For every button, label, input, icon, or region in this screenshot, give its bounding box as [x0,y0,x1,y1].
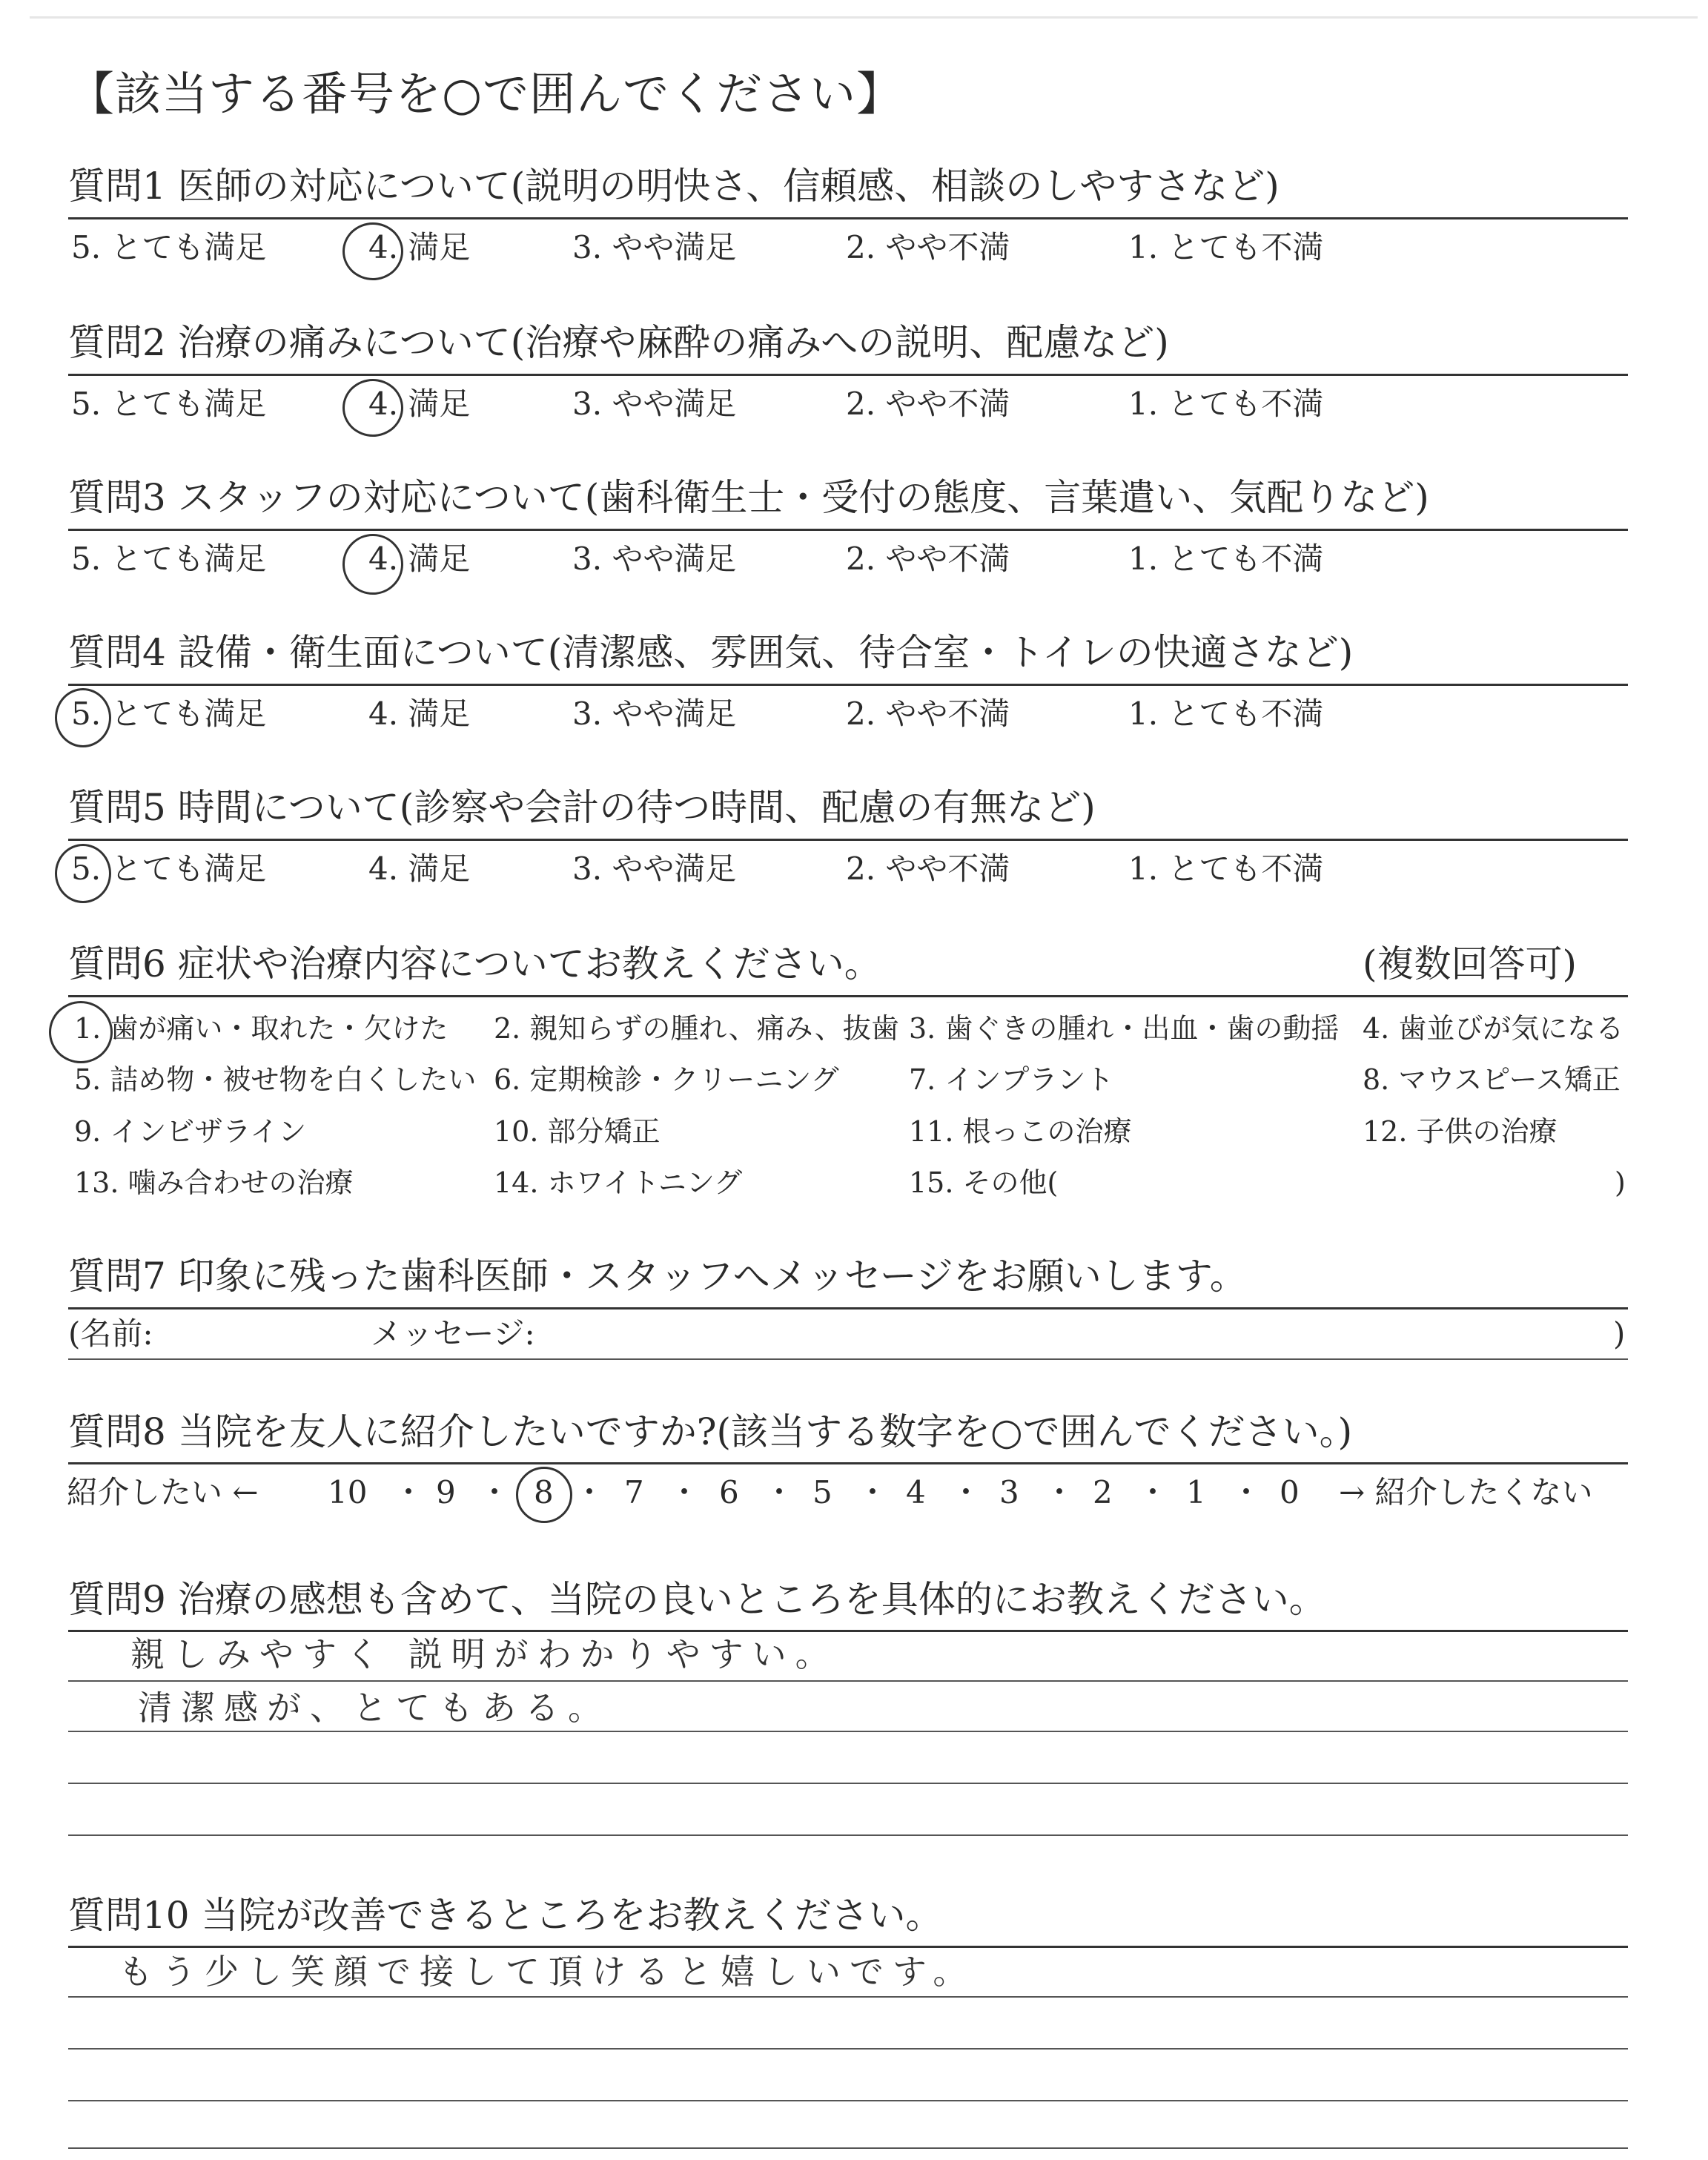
symptom-option-4[interactable]: 4. 歯並びが気になる [1363,1012,1624,1045]
option-3[interactable]: 3. やや満足 [572,851,737,887]
option-3[interactable]: 3. やや満足 [572,696,737,732]
message-close-paren: ) [1613,1315,1626,1352]
selection-circle [342,379,403,437]
option-5[interactable]: 5. とても満足 [71,696,267,732]
divider [68,995,1628,997]
option-1[interactable]: 1. とても不満 [1128,851,1324,887]
other-close-paren: ) [1615,1166,1626,1199]
question-10-label: 質問10 当院が改善できるところをお教えください。 [68,1894,943,1937]
handwritten-answer: 親しみやすく 説明がわかりやすい。 [130,1634,838,1674]
page-title: 【該当する番号を○で囲んでください】 [68,67,904,121]
scale-dot: ・ [1231,1474,1262,1510]
divider [68,1462,1628,1464]
scale-6[interactable]: 6 [719,1474,739,1510]
symptom-option-3[interactable]: 3. 歯ぐきの腫れ・出血・歯の動揺 [909,1012,1340,1045]
option-2[interactable]: 2. やや不満 [846,541,1010,577]
symptom-option-2[interactable]: 2. 親知らずの腫れ、痛み、抜歯 [494,1012,899,1045]
scale-dot: ・ [1044,1474,1076,1510]
option-2[interactable]: 2. やや不満 [846,229,1010,265]
symptom-option-6[interactable]: 6. 定期検診・クリーニング [494,1063,839,1096]
scale-5[interactable]: 5 [812,1474,833,1510]
scale-dot: ・ [479,1474,511,1510]
recommend-left-label: 紹介したい ← [67,1474,259,1510]
scale-1[interactable]: 1 [1186,1474,1206,1510]
scale-dot: ・ [574,1474,606,1510]
question-3-label: 質問3 スタッフの対応について(歯科衛生士・受付の態度、言葉遣い、気配りなど) [68,476,1429,519]
scale-dot: ・ [764,1474,795,1510]
option-4[interactable]: 4. 満足 [368,386,471,422]
option-2[interactable]: 2. やや不満 [846,386,1010,422]
scale-dot: ・ [393,1474,425,1510]
scale-dot: ・ [669,1474,701,1510]
symptom-option-8[interactable]: 8. マウスピース矯正 [1363,1063,1621,1096]
question-4-label: 質問4 設備・衛生面について(清潔感、雰囲気、待合室・トイレの快適さなど) [68,631,1354,674]
question-2-label: 質問2 治療の痛みについて(治療や麻酔の痛みへの説明、配慮など) [68,321,1169,364]
recommend-right-label: → 紹介したくない [1339,1474,1593,1510]
selection-circle [342,534,403,595]
option-3[interactable]: 3. やや満足 [572,541,737,577]
divider [68,684,1628,686]
scale-7[interactable]: 7 [624,1474,644,1510]
handwritten-answer: もう少し笑顔で接して頂けると嬉しいです。 [119,1952,976,1992]
scale-8[interactable]: 8 [534,1474,554,1510]
answer-line [68,1996,1628,1998]
name-label: (名前: [68,1315,153,1352]
option-4[interactable]: 4. 満足 [368,851,471,887]
handwritten-answer: 清潔感が、とてもある。 [138,1688,611,1728]
message-label: メッセージ: [371,1315,535,1352]
answer-line [68,1783,1628,1784]
divider [68,1946,1628,1948]
selection-circle [342,222,403,280]
option-1[interactable]: 1. とても不満 [1128,541,1324,577]
divider [68,217,1628,219]
answer-line [68,2147,1628,2149]
selection-circle [49,1001,113,1063]
divider [68,1307,1628,1309]
answer-line [68,2048,1628,2050]
selection-circle [516,1467,572,1523]
option-5[interactable]: 5. とても満足 [71,386,267,422]
question-6-label: 質問6 症状や治療内容についてお教えください。 [68,942,881,985]
symptom-option-14[interactable]: 14. ホワイトニング [494,1166,743,1199]
scale-2[interactable]: 2 [1093,1474,1113,1510]
option-3[interactable]: 3. やや満足 [572,229,737,265]
divider [68,374,1628,376]
option-5[interactable]: 5. とても満足 [71,229,267,265]
symptom-option-7[interactable]: 7. インプラント [909,1063,1114,1096]
divider [68,1630,1628,1632]
scale-4[interactable]: 4 [906,1474,926,1510]
message-line [68,1358,1628,1360]
scale-dot: ・ [1137,1474,1169,1510]
scale-dot: ・ [950,1474,982,1510]
answer-line [68,2100,1628,2101]
symptom-option-12[interactable]: 12. 子供の治療 [1363,1115,1558,1148]
divider [68,839,1628,841]
symptom-option-11[interactable]: 11. 根っこの治療 [909,1115,1132,1148]
question-5-label: 質問5 時間について(診察や会計の待つ時間、配慮の有無など) [68,786,1096,829]
scale-0[interactable]: 0 [1280,1474,1300,1510]
question-1-label: 質問1 医師の対応について(説明の明快さ、信頼感、相談のしやすさなど) [68,165,1280,208]
option-3[interactable]: 3. やや満足 [572,386,737,422]
option-5[interactable]: 5. とても満足 [71,851,267,887]
option-4[interactable]: 4. 満足 [368,541,471,577]
divider [68,529,1628,531]
symptom-option-1[interactable]: 1. 歯が痛い・取れた・欠けた [74,1012,448,1045]
scale-9[interactable]: 9 [436,1474,456,1510]
answer-line [68,1834,1628,1836]
question-7-label: 質問7 印象に残った歯科医師・スタッフへメッセージをお願いします。 [68,1255,1247,1298]
option-4[interactable]: 4. 満足 [368,229,471,265]
symptom-option-13[interactable]: 13. 噛み合わせの治療 [74,1166,354,1199]
scale-dot: ・ [857,1474,889,1510]
symptom-option-10[interactable]: 10. 部分矯正 [494,1115,661,1148]
scale-10[interactable]: 10 [328,1474,368,1510]
option-4[interactable]: 4. 満足 [368,696,471,732]
selection-circle [55,688,111,747]
multiple-answers-note: (複数回答可) [1363,942,1578,985]
answer-line [68,1731,1628,1732]
top-border [30,16,1698,19]
question-9-label: 質問9 治療の感想も含めて、当院の良いところを具体的にお教えください。 [68,1578,1326,1621]
option-1[interactable]: 1. とても不満 [1128,229,1324,265]
option-1[interactable]: 1. とても不満 [1128,696,1324,732]
symptom-option-9[interactable]: 9. インビザライン [74,1115,307,1148]
scale-3[interactable]: 3 [999,1474,1019,1510]
option-1[interactable]: 1. とても不満 [1128,386,1324,422]
symptom-option-15[interactable]: 15. その他( [909,1166,1059,1199]
symptom-option-5[interactable]: 5. 詰め物・被せ物を白くしたい [74,1063,477,1096]
option-5[interactable]: 5. とても満足 [71,541,267,577]
option-2[interactable]: 2. やや不満 [846,696,1010,732]
question-8-label: 質問8 当院を友人に紹介したいですか?(該当する数字を○で囲んでください。) [68,1410,1353,1453]
selection-circle [55,844,111,903]
option-2[interactable]: 2. やや不満 [846,851,1010,887]
answer-line [68,1680,1628,1682]
